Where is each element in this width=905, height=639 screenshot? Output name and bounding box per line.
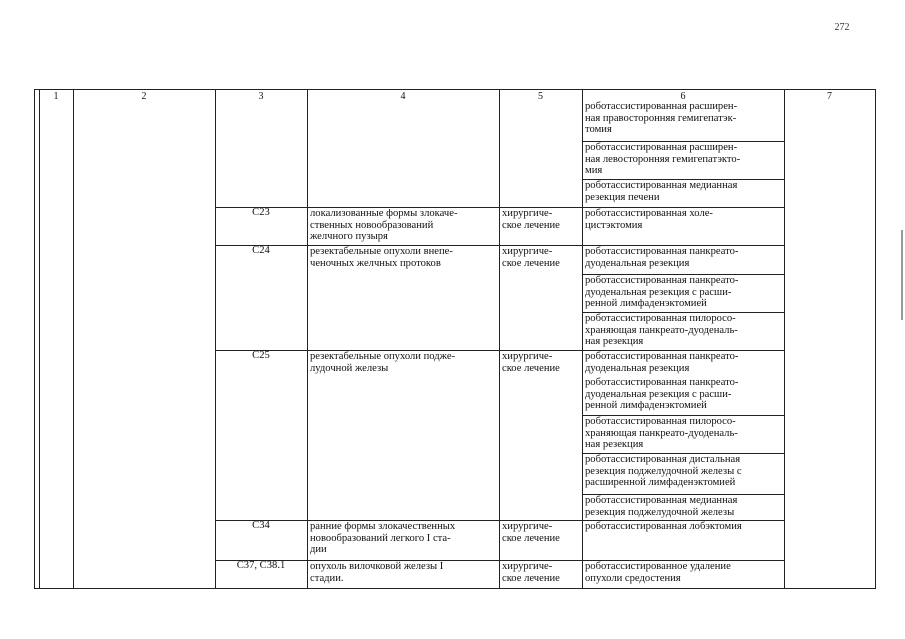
treatment-cell: хирургиче- ское лечение — [502, 351, 560, 374]
condition-cell: локализованные формы злокаче- ственных новообразований желчного пузыря — [310, 208, 458, 243]
column-divider — [73, 90, 74, 588]
method-cell: роботассистированная медианная резекция печени — [585, 180, 738, 203]
header-col-5: 5 — [538, 91, 543, 102]
medical-procedures-table — [34, 89, 876, 589]
header-col-3: 3 — [258, 91, 264, 102]
condition-cell: резектабельные опухоли внепе- ченочных желчных протоков — [310, 246, 453, 269]
header-col-7: 7 — [827, 91, 832, 102]
page-number: 272 — [834, 22, 850, 33]
treatment-cell: хирургиче- ское лечение — [502, 246, 560, 269]
code-cell: С34 — [252, 520, 270, 531]
method-cell: роботассистированная холе- цистэктомия — [585, 208, 713, 231]
code-cell: С24 — [252, 245, 270, 256]
method-cell: роботассистированная дистальная резекция поджелудочной железы с расширенной лимфаденэктомией — [585, 454, 742, 489]
method-cell: роботассистированное удаление опухоли средостения — [585, 561, 731, 584]
header-col-1: 1 — [53, 91, 59, 102]
treatment-cell: хирургиче- ское лечение — [502, 561, 560, 584]
code-cell: С23 — [252, 207, 270, 218]
method-cell: роботассистированная панкреато- дуоденальная резекция — [585, 351, 739, 374]
code-cell: С25 — [252, 350, 270, 361]
method-cell: роботассистированная панкреато- дуоденальная резекция с расши- ренной лимфаденэктомией — [585, 377, 739, 412]
treatment-cell: хирургиче- ское лечение — [502, 208, 560, 231]
scan-edge-mark — [901, 230, 903, 320]
method-cell: роботассистированная расширен- ная левосторонняя гемигепатэкто- мия — [585, 142, 741, 177]
column-divider — [215, 90, 216, 588]
method-cell: роботассистированная лобэктомия — [585, 521, 742, 532]
header-col-2: 2 — [141, 91, 147, 102]
column-divider — [307, 90, 308, 588]
condition-cell: ранние формы злокачественных новообразований легкого I ста- дии — [310, 521, 456, 556]
code-cell: С37, С38.1 — [236, 560, 286, 571]
method-cell: роботассистированная панкреато- дуоденальная резекция с расши- ренной лимфаденэктомией — [585, 275, 739, 310]
method-cell: роботассистированная медианная резекция поджелудочной железы — [585, 495, 738, 518]
condition-cell: резектабельные опухоли подже- лудочной железы — [310, 351, 456, 374]
method-cell: роботассистированная пилоросо- храняющая панкреато-дуоденаль- ная резекция — [585, 416, 738, 451]
column-divider — [784, 90, 785, 588]
method-cell: роботассистированная пилоросо- храняющая панкреато-дуоденаль- ная резекция — [585, 313, 738, 348]
method-cell: роботассистированная расширен- ная правосторонняя гемигепатэк- томия — [585, 101, 738, 136]
header-col-6: 6 — [680, 91, 686, 102]
column-divider — [499, 90, 500, 588]
treatment-cell: хирургиче- ское лечение — [502, 521, 560, 544]
header-col-4: 4 — [400, 91, 406, 102]
column-divider — [582, 90, 583, 588]
condition-cell: опухоль вилочковой железы I стадии. — [310, 561, 444, 584]
column-divider — [39, 90, 40, 588]
method-cell: роботассистированная панкреато- дуоденальная резекция — [585, 246, 739, 269]
